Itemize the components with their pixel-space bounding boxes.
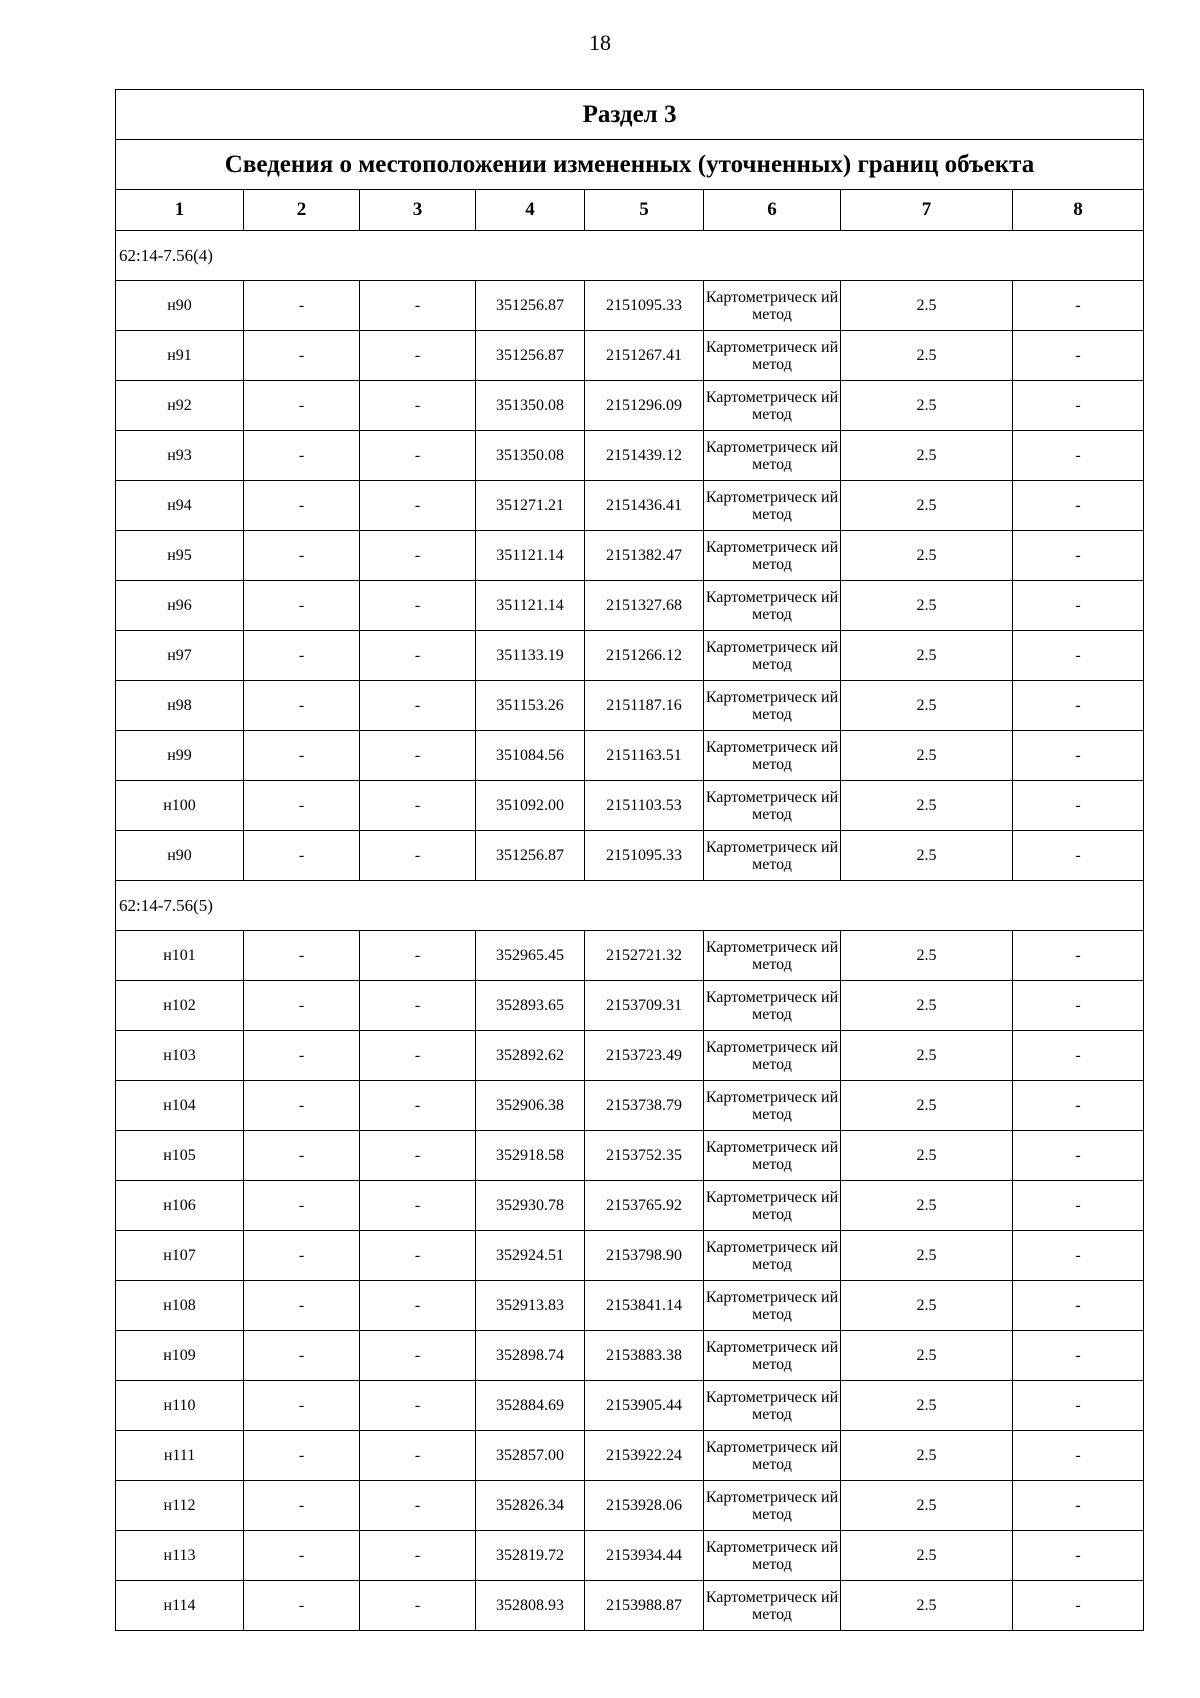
coord-x: 351271.21 [476, 481, 585, 531]
point-name: н109 [116, 1331, 244, 1381]
accuracy: 2.5 [841, 1331, 1013, 1381]
cell-col8: - [1013, 831, 1144, 881]
table-row [116, 631, 1144, 681]
cell-col3: - [360, 1031, 476, 1081]
column-number: 5 [585, 190, 704, 231]
method: Картометрическ ий метод [704, 1531, 841, 1581]
section-subtitle: Сведения о местоположении измененных (уточненных) границ объекта [116, 140, 1144, 190]
coord-x: 351133.19 [476, 631, 585, 681]
accuracy: 2.5 [841, 431, 1013, 481]
accuracy: 2.5 [841, 531, 1013, 581]
cell-col8: - [1013, 1081, 1144, 1131]
section-title: Раздел 3 [116, 90, 1144, 140]
cell-col8: - [1013, 1381, 1144, 1431]
table-row [116, 431, 1144, 481]
cell-col2: - [244, 781, 360, 831]
accuracy: 2.5 [841, 331, 1013, 381]
accuracy: 2.5 [841, 1431, 1013, 1481]
coord-y: 2151095.33 [585, 831, 704, 881]
accuracy: 2.5 [841, 1381, 1013, 1431]
coord-y: 2153922.24 [585, 1431, 704, 1481]
method: Картометрическ ий метод [704, 1181, 841, 1231]
point-name: н99 [116, 731, 244, 781]
cell-col2: - [244, 631, 360, 681]
cell-col8: - [1013, 381, 1144, 431]
coord-x: 351121.14 [476, 531, 585, 581]
coord-x: 352826.34 [476, 1481, 585, 1531]
method: Картометрическ ий метод [704, 681, 841, 731]
cell-col8: - [1013, 481, 1144, 531]
method: Картометрическ ий метод [704, 481, 841, 531]
cell-col8: - [1013, 631, 1144, 681]
cell-col2: - [244, 1381, 360, 1431]
column-number: 8 [1013, 190, 1144, 231]
point-name: н92 [116, 381, 244, 431]
coord-x: 352924.51 [476, 1231, 585, 1281]
point-name: н114 [116, 1581, 244, 1631]
coord-x: 351256.87 [476, 281, 585, 331]
method: Картометрическ ий метод [704, 531, 841, 581]
cadastral-number: 62:14-7.56(5) [116, 881, 1144, 931]
point-name: н108 [116, 1281, 244, 1331]
column-number: 3 [360, 190, 476, 231]
point-name: н101 [116, 931, 244, 981]
cell-col2: - [244, 1131, 360, 1181]
coord-x: 351084.56 [476, 731, 585, 781]
cell-col3: - [360, 581, 476, 631]
section-title-row [116, 90, 1144, 140]
coord-y: 2153841.14 [585, 1281, 704, 1331]
coord-y: 2153905.44 [585, 1381, 704, 1431]
point-name: н110 [116, 1381, 244, 1431]
method: Картометрическ ий метод [704, 1381, 841, 1431]
point-name: н95 [116, 531, 244, 581]
coord-x: 352906.38 [476, 1081, 585, 1131]
cell-col3: - [360, 731, 476, 781]
point-name: н111 [116, 1431, 244, 1481]
coord-y: 2153928.06 [585, 1481, 704, 1531]
point-name: н104 [116, 1081, 244, 1131]
coord-y: 2151439.12 [585, 431, 704, 481]
cell-col3: - [360, 1531, 476, 1581]
point-name: н113 [116, 1531, 244, 1581]
accuracy: 2.5 [841, 281, 1013, 331]
column-number: 1 [116, 190, 244, 231]
coord-x: 351092.00 [476, 781, 585, 831]
accuracy: 2.5 [841, 981, 1013, 1031]
cell-col8: - [1013, 1531, 1144, 1581]
point-name: н107 [116, 1231, 244, 1281]
coord-x: 352898.74 [476, 1331, 585, 1381]
cell-col8: - [1013, 531, 1144, 581]
accuracy: 2.5 [841, 381, 1013, 431]
cell-col2: - [244, 1031, 360, 1081]
coord-x: 352892.62 [476, 1031, 585, 1081]
cell-col8: - [1013, 731, 1144, 781]
cell-col3: - [360, 1181, 476, 1231]
cell-col8: - [1013, 1281, 1144, 1331]
accuracy: 2.5 [841, 681, 1013, 731]
coord-y: 2151103.53 [585, 781, 704, 831]
method: Картометрическ ий метод [704, 731, 841, 781]
table-row [116, 1081, 1144, 1131]
group-row [116, 231, 1144, 281]
cell-col2: - [244, 281, 360, 331]
coord-x: 352965.45 [476, 931, 585, 981]
point-name: н97 [116, 631, 244, 681]
accuracy: 2.5 [841, 931, 1013, 981]
coord-x: 352913.83 [476, 1281, 585, 1331]
cell-col2: - [244, 1281, 360, 1331]
coord-x: 352930.78 [476, 1181, 585, 1231]
table-row [116, 681, 1144, 731]
method: Картометрическ ий метод [704, 831, 841, 881]
cell-col3: - [360, 1581, 476, 1631]
table-row [116, 831, 1144, 881]
accuracy: 2.5 [841, 1031, 1013, 1081]
table-row [116, 1131, 1144, 1181]
table-row [116, 1331, 1144, 1381]
coord-x: 351350.08 [476, 431, 585, 481]
accuracy: 2.5 [841, 1481, 1013, 1531]
accuracy: 2.5 [841, 1281, 1013, 1331]
point-name: н91 [116, 331, 244, 381]
accuracy: 2.5 [841, 481, 1013, 531]
cell-col8: - [1013, 1131, 1144, 1181]
column-number-row [116, 190, 1144, 231]
column-number: 4 [476, 190, 585, 231]
accuracy: 2.5 [841, 1081, 1013, 1131]
cell-col2: - [244, 831, 360, 881]
cell-col2: - [244, 481, 360, 531]
cell-col3: - [360, 431, 476, 481]
cell-col2: - [244, 1181, 360, 1231]
method: Картометрическ ий метод [704, 1481, 841, 1531]
method: Картометрическ ий метод [704, 1431, 841, 1481]
table-row [116, 1281, 1144, 1331]
accuracy: 2.5 [841, 1181, 1013, 1231]
cell-col8: - [1013, 1481, 1144, 1531]
coord-y: 2151382.47 [585, 531, 704, 581]
method: Картометрическ ий метод [704, 631, 841, 681]
coord-x: 351256.87 [476, 331, 585, 381]
cell-col3: - [360, 281, 476, 331]
cell-col8: - [1013, 331, 1144, 381]
coord-x: 352819.72 [476, 1531, 585, 1581]
cell-col2: - [244, 531, 360, 581]
point-name: н106 [116, 1181, 244, 1231]
cell-col2: - [244, 1081, 360, 1131]
cell-col3: - [360, 681, 476, 731]
cell-col3: - [360, 331, 476, 381]
point-name: н112 [116, 1481, 244, 1531]
cell-col3: - [360, 1331, 476, 1381]
cell-col2: - [244, 981, 360, 1031]
cell-col8: - [1013, 1031, 1144, 1081]
table-row [116, 981, 1144, 1031]
cell-col3: - [360, 531, 476, 581]
method: Картометрическ ий метод [704, 1031, 841, 1081]
table-row [116, 781, 1144, 831]
coord-x: 351350.08 [476, 381, 585, 431]
accuracy: 2.5 [841, 781, 1013, 831]
cadastral-number: 62:14-7.56(4) [116, 231, 1144, 281]
table-row [116, 1481, 1144, 1531]
cell-col8: - [1013, 681, 1144, 731]
coord-y: 2151163.51 [585, 731, 704, 781]
table-row [116, 581, 1144, 631]
coord-y: 2153752.35 [585, 1131, 704, 1181]
point-name: н93 [116, 431, 244, 481]
point-name: н98 [116, 681, 244, 731]
coord-y: 2153723.49 [585, 1031, 704, 1081]
column-number: 7 [841, 190, 1013, 231]
table-row [116, 1531, 1144, 1581]
coord-y: 2151327.68 [585, 581, 704, 631]
cell-col3: - [360, 1431, 476, 1481]
cell-col2: - [244, 1531, 360, 1581]
point-name: н90 [116, 831, 244, 881]
coord-x: 352893.65 [476, 981, 585, 1031]
cell-col3: - [360, 481, 476, 531]
cell-col2: - [244, 1431, 360, 1481]
table-row [116, 1431, 1144, 1481]
cell-col3: - [360, 1381, 476, 1431]
table-row [116, 1381, 1144, 1431]
coord-x: 352808.93 [476, 1581, 585, 1631]
method: Картометрическ ий метод [704, 1081, 841, 1131]
page-number: 18 [589, 30, 611, 55]
point-name: н100 [116, 781, 244, 831]
accuracy: 2.5 [841, 1231, 1013, 1281]
table-row [116, 481, 1144, 531]
coord-x: 351121.14 [476, 581, 585, 631]
coord-y: 2151267.41 [585, 331, 704, 381]
cell-col8: - [1013, 981, 1144, 1031]
group-row [116, 881, 1144, 931]
cell-col2: - [244, 931, 360, 981]
cell-col3: - [360, 931, 476, 981]
method: Картометрическ ий метод [704, 331, 841, 381]
accuracy: 2.5 [841, 831, 1013, 881]
accuracy: 2.5 [841, 631, 1013, 681]
coord-y: 2152721.32 [585, 931, 704, 981]
table-row [116, 1031, 1144, 1081]
cell-col8: - [1013, 1431, 1144, 1481]
method: Картометрическ ий метод [704, 581, 841, 631]
cell-col2: - [244, 581, 360, 631]
accuracy: 2.5 [841, 731, 1013, 781]
coord-x: 352918.58 [476, 1131, 585, 1181]
table-row [116, 731, 1144, 781]
accuracy: 2.5 [841, 1581, 1013, 1631]
table-row [116, 381, 1144, 431]
table-row [116, 331, 1144, 381]
cell-col8: - [1013, 581, 1144, 631]
cell-col2: - [244, 1231, 360, 1281]
table-row [116, 1181, 1144, 1231]
cell-col2: - [244, 1581, 360, 1631]
coord-x: 351256.87 [476, 831, 585, 881]
point-name: н102 [116, 981, 244, 1031]
point-name: н90 [116, 281, 244, 331]
table-row [116, 531, 1144, 581]
cell-col3: - [360, 1481, 476, 1531]
cell-col3: - [360, 1131, 476, 1181]
coord-y: 2153738.79 [585, 1081, 704, 1131]
cell-col3: - [360, 781, 476, 831]
accuracy: 2.5 [841, 1531, 1013, 1581]
method: Картометрическ ий метод [704, 431, 841, 481]
coord-y: 2151266.12 [585, 631, 704, 681]
cell-col2: - [244, 381, 360, 431]
coord-x: 352884.69 [476, 1381, 585, 1431]
point-name: н96 [116, 581, 244, 631]
coord-y: 2153883.38 [585, 1331, 704, 1381]
method: Картометрическ ий метод [704, 381, 841, 431]
section-subtitle-row [116, 140, 1144, 190]
cell-col8: - [1013, 281, 1144, 331]
cell-col8: - [1013, 1331, 1144, 1381]
coord-y: 2153988.87 [585, 1581, 704, 1631]
cell-col2: - [244, 731, 360, 781]
cell-col8: - [1013, 931, 1144, 981]
cell-col2: - [244, 1331, 360, 1381]
coord-y: 2153798.90 [585, 1231, 704, 1281]
cell-col3: - [360, 381, 476, 431]
cell-col3: - [360, 1081, 476, 1131]
coord-y: 2153934.44 [585, 1531, 704, 1581]
method: Картометрическ ий метод [704, 1581, 841, 1631]
method: Картометрическ ий метод [704, 1331, 841, 1381]
cell-col8: - [1013, 781, 1144, 831]
point-name: н94 [116, 481, 244, 531]
cell-col3: - [360, 831, 476, 881]
cell-col3: - [360, 981, 476, 1031]
coord-x: 351153.26 [476, 681, 585, 731]
cell-col8: - [1013, 431, 1144, 481]
method: Картометрическ ий метод [704, 1131, 841, 1181]
column-number: 6 [704, 190, 841, 231]
cell-col2: - [244, 1481, 360, 1531]
coord-y: 2151436.41 [585, 481, 704, 531]
point-name: н105 [116, 1131, 244, 1181]
coord-x: 352857.00 [476, 1431, 585, 1481]
boundary-coordinates-table [115, 89, 1144, 1631]
method: Картометрическ ий метод [704, 1281, 841, 1331]
method: Картометрическ ий метод [704, 931, 841, 981]
cell-col3: - [360, 631, 476, 681]
coord-y: 2151296.09 [585, 381, 704, 431]
coord-y: 2151095.33 [585, 281, 704, 331]
coord-y: 2153709.31 [585, 981, 704, 1031]
point-name: н103 [116, 1031, 244, 1081]
cell-col8: - [1013, 1231, 1144, 1281]
method: Картометрическ ий метод [704, 781, 841, 831]
cell-col2: - [244, 431, 360, 481]
coord-y: 2153765.92 [585, 1181, 704, 1231]
table-row [116, 281, 1144, 331]
table-row [116, 1231, 1144, 1281]
coord-y: 2151187.16 [585, 681, 704, 731]
method: Картометрическ ий метод [704, 1231, 841, 1281]
cell-col8: - [1013, 1181, 1144, 1231]
accuracy: 2.5 [841, 1131, 1013, 1181]
method: Картометрическ ий метод [704, 281, 841, 331]
column-number: 2 [244, 190, 360, 231]
cell-col8: - [1013, 1581, 1144, 1631]
method: Картометрическ ий метод [704, 981, 841, 1031]
accuracy: 2.5 [841, 581, 1013, 631]
cell-col2: - [244, 331, 360, 381]
table-row [116, 931, 1144, 981]
cell-col3: - [360, 1231, 476, 1281]
cell-col3: - [360, 1281, 476, 1331]
table-row [116, 1581, 1144, 1631]
cell-col2: - [244, 681, 360, 731]
